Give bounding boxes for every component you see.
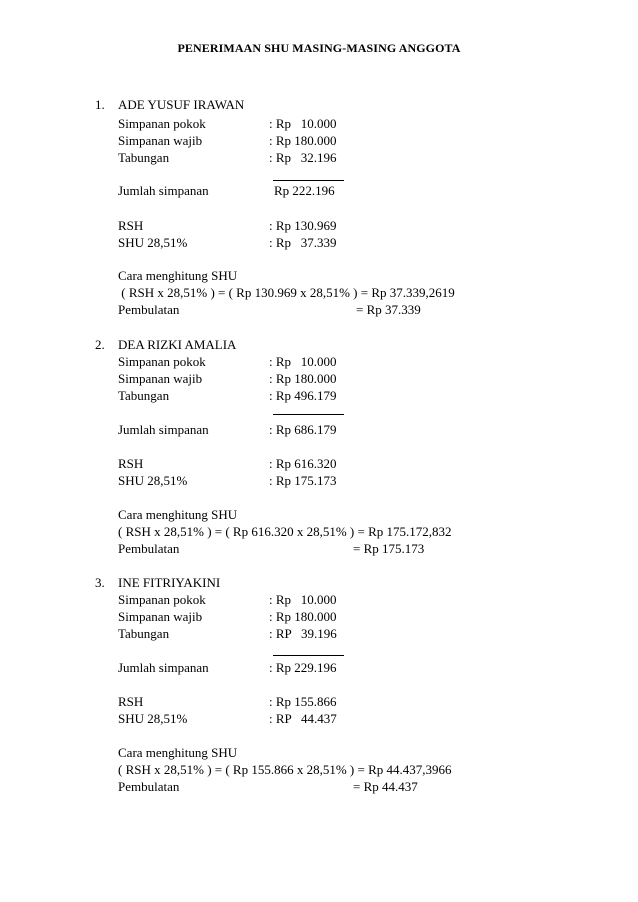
shu-label: SHU 28,51%	[118, 711, 188, 726]
member-number: 2.	[95, 337, 105, 352]
row-label: Simpanan wajib	[118, 609, 203, 624]
sum-rule	[273, 414, 344, 415]
member-name: INE FITRIYAKINI	[118, 575, 221, 590]
total-label: Jumlah simpanan	[118, 183, 209, 198]
calc-formula: ( RSH x 28,51% ) = ( Rp 130.969 x 28,51% ) = Rp 37.339,2619	[118, 285, 455, 300]
row-label: Tabungan	[118, 388, 170, 403]
row-label: Tabungan	[118, 626, 170, 641]
rounding-label: Pembulatan	[118, 779, 180, 794]
calc-title: Cara menghitung SHU	[118, 745, 238, 760]
member-number: 1.	[95, 97, 105, 112]
calc-title: Cara menghitung SHU	[118, 507, 238, 522]
row-label: Simpanan pokok	[118, 592, 206, 607]
member-name: DEA RIZKI AMALIA	[118, 337, 237, 352]
rsh-label: RSH	[118, 456, 144, 471]
member-number: 3.	[95, 575, 105, 590]
row-value: : Rp 180.000	[269, 371, 337, 386]
rounding-label: Pembulatan	[118, 302, 180, 317]
shu-label: SHU 28,51%	[118, 473, 188, 488]
shu-value: : RP 44.437	[269, 711, 337, 726]
row-value: : RP 39.196	[269, 626, 337, 641]
total-value: : Rp 229.196	[269, 660, 337, 675]
rounding-label: Pembulatan	[118, 541, 180, 556]
row-value: : Rp 180.000	[269, 609, 337, 624]
rounding-value: = Rp 44.437	[353, 779, 418, 794]
sum-rule	[273, 655, 344, 656]
row-label: Tabungan	[118, 150, 170, 165]
shu-value: : Rp 175.173	[269, 473, 337, 488]
sum-rule	[273, 180, 344, 181]
rounding-value: = Rp 37.339	[356, 302, 421, 317]
rsh-value: : Rp 130.969	[269, 218, 337, 233]
shu-value: : Rp 37.339	[269, 235, 337, 250]
row-value: : Rp 10.000	[269, 592, 337, 607]
rsh-value: : Rp 616.320	[269, 456, 337, 471]
row-label: Simpanan wajib	[118, 133, 203, 148]
row-value: : Rp 496.179	[269, 388, 337, 403]
rsh-label: RSH	[118, 218, 144, 233]
rounding-value: = Rp 175.173	[353, 541, 425, 556]
row-label: Simpanan pokok	[118, 116, 206, 131]
calc-formula: ( RSH x 28,51% ) = ( Rp 616.320 x 28,51% ) = Rp 175.172,832	[118, 524, 452, 539]
calc-formula: ( RSH x 28,51% ) = ( Rp 155.866 x 28,51% ) = Rp 44.437,3966	[118, 762, 452, 777]
total-value: Rp 222.196	[274, 183, 335, 198]
member-name: ADE YUSUF IRAWAN	[118, 97, 245, 112]
row-label: Simpanan wajib	[118, 371, 203, 386]
total-label: Jumlah simpanan	[118, 422, 209, 437]
rsh-value: : Rp 155.866	[269, 694, 337, 709]
document-title: PENERIMAAN SHU MASING-MASING ANGGOTA	[177, 41, 461, 55]
shu-label: SHU 28,51%	[118, 235, 188, 250]
row-value: : Rp 10.000	[269, 116, 337, 131]
row-label: Simpanan pokok	[118, 354, 206, 369]
rsh-label: RSH	[118, 694, 144, 709]
row-value: : Rp 32.196	[269, 150, 337, 165]
row-value: : Rp 10.000	[269, 354, 337, 369]
total-label: Jumlah simpanan	[118, 660, 209, 675]
row-value: : Rp 180.000	[269, 133, 337, 148]
calc-title: Cara menghitung SHU	[118, 268, 238, 283]
total-value: : Rp 686.179	[269, 422, 337, 437]
